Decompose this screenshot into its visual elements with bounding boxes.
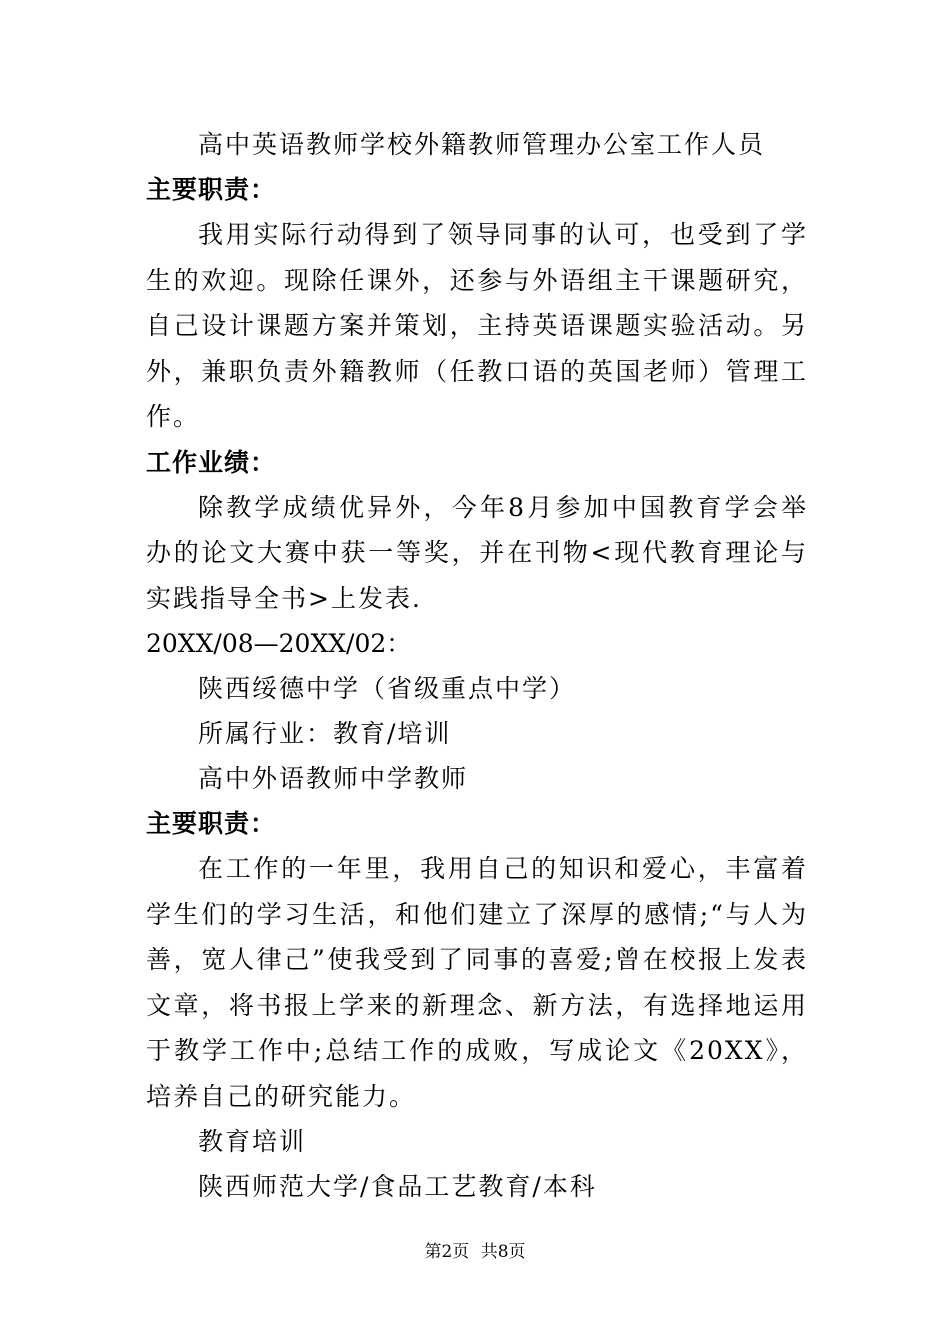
education-heading: 教育培训: [198, 1127, 307, 1156]
achievements-heading: 工作业绩：: [146, 447, 277, 477]
employer-line: 陕西绥德中学（省级重点中学）: [198, 674, 577, 703]
document-body: [146, 122, 808, 1209]
duties-heading: 主要职责：: [146, 175, 277, 204]
industry-line: 所属行业：教育/培训: [198, 719, 452, 748]
duties-heading-2: 主要职责：: [146, 809, 277, 838]
duties-paragraph: 我用实际行动得到了领导同事的认可，也受到了学生的欢迎。现除任课外，还参与外语组主干课题研究，自己设计课题方案并策划，主持英语课题实验活动。另外，兼职负责外籍教师（任教口语的英国老师）管理工作。: [146, 220, 808, 431]
page-number-total: 共8页: [480, 1242, 526, 1262]
duties-paragraph-2: 在工作的一年里，我用自己的知识和爱心，丰富着学生们的学习生活，和他们建立了深厚的感情;“与人为善，宽人律己”使我受到了同事的喜爱;曾在校报上发表文章，将书报上学来的新理念、新方法，有选择地运用于教学工作中;总结工作的成败，写成论文《20XX》，培养自己的研究能力。: [146, 854, 808, 1111]
page-number-current: 第2页: [424, 1242, 470, 1262]
page-footer: [0, 1240, 950, 1264]
job-title-line: 高中英语教师学校外籍教师管理办公室工作人员: [198, 130, 766, 159]
education-entry: 陕西师范大学/食品工艺教育/本科: [198, 1172, 597, 1201]
achievements-paragraph: 除教学成绩优异外，今年8月参加中国教育学会举办的论文大赛中获一等奖，并在刊物<现代教育理论与实践指导全书>上发表.: [146, 492, 808, 613]
employment-period: 20XX/08—20XX/02：: [146, 629, 412, 658]
job-title-line-2: 高中外语教师中学教师: [198, 764, 469, 793]
